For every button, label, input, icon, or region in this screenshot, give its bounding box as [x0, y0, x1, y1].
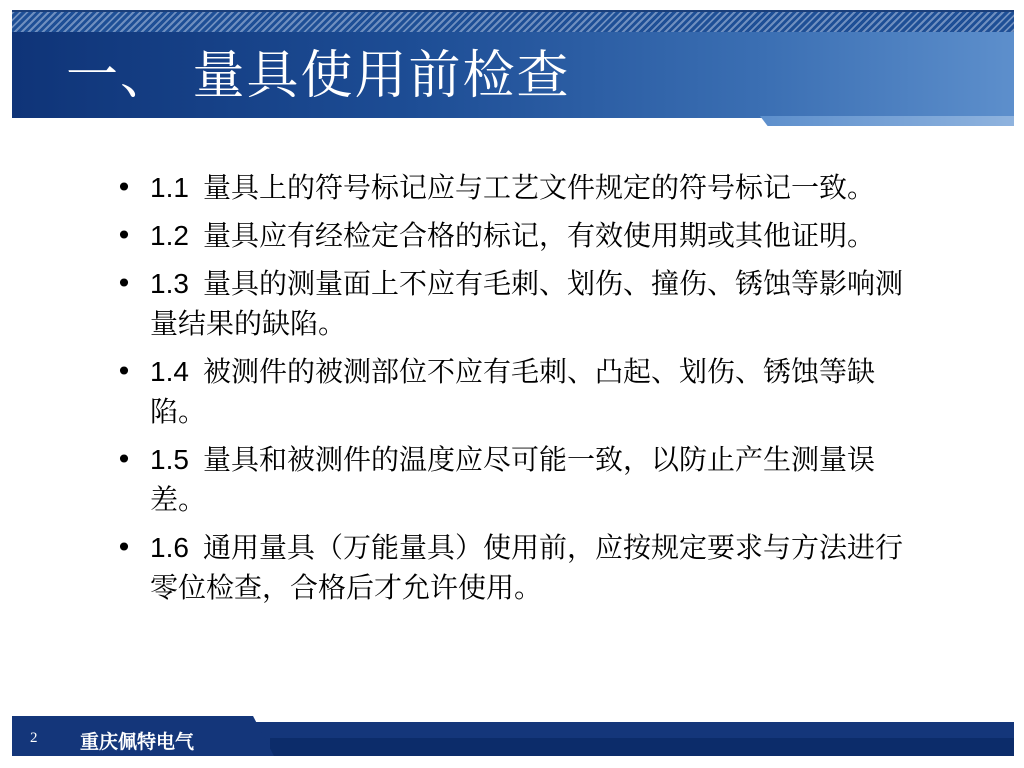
item-text: 量具上的符号标记应与工艺文件规定的符号标记一致。: [202, 171, 875, 204]
item-number: 1.6: [150, 532, 189, 563]
item-number: 1.3: [150, 268, 189, 299]
bullet-icon: •: [115, 531, 133, 564]
item-number: 1.1: [150, 172, 189, 203]
item-text: 量具和被测件的温度应尽可能一致，以防止产生测量误差。: [150, 443, 875, 516]
header-pattern-stripe: [12, 10, 1014, 34]
list-item: [110, 216, 910, 256]
item-text: 被测件的被测部位不应有毛刺、凸起、划伤、锈蚀等缺陷。: [150, 355, 875, 428]
list-item: [110, 440, 910, 520]
item-number: 1.4: [150, 356, 189, 387]
slide-title: 一、 量具使用前检查: [66, 46, 571, 106]
company-name: 重庆佩特电气: [80, 731, 195, 753]
item-text: 量具的测量面上不应有毛刺、划伤、撞伤、锈蚀等影响测量结果的缺陷。: [150, 267, 903, 340]
list-item: [110, 264, 910, 344]
list-item: [110, 352, 910, 432]
item-number: 1.2: [150, 220, 189, 251]
bullet-icon: •: [115, 219, 133, 252]
header-ribbon: [760, 116, 1014, 126]
item-number: 1.5: [150, 444, 189, 475]
bullet-icon: •: [115, 443, 133, 476]
list-item: [110, 528, 910, 608]
bullet-icon: •: [115, 355, 133, 388]
bullet-icon: •: [115, 267, 133, 300]
page-number: 2: [30, 730, 38, 746]
bullet-list: [110, 168, 910, 616]
list-item: [110, 168, 910, 208]
footer-bar-accent: [270, 738, 1014, 756]
item-text: 量具应有经检定合格的标记，有效使用期或其他证明。: [202, 219, 875, 252]
item-text: 通用量具（万能量具）使用前，应按规定要求与方法进行零位检查，合格后才允许使用。: [150, 531, 903, 604]
bullet-icon: •: [115, 171, 133, 204]
